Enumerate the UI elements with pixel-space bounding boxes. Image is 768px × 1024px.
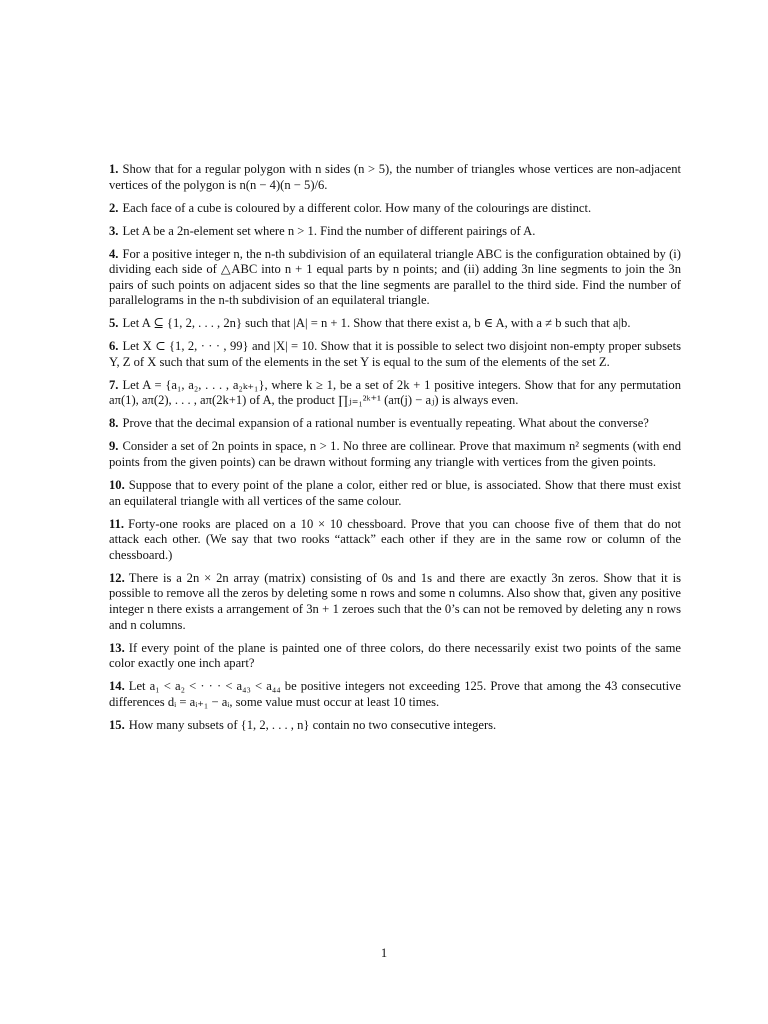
problem-number: 11. bbox=[109, 516, 125, 531]
problem-text: How many subsets of {1, 2, . . . , n} contain no two consecutive integers. bbox=[128, 717, 497, 732]
problem-text: Show that for a regular polygon with n sides (n > 5), the number of triangles whose vertices are non-adjacent vertices of the polygon is n(n − 4)(n − 5)/6. bbox=[109, 162, 681, 192]
problem-text: Let a₁ < a₂ < · · · < a₄₃ < a₄₄ be positive integers not exceeding 125. Prove that among the 43 consecutive differences dᵢ = aᵢ₊₁ − aᵢ, some value must occur at least 10 times. bbox=[109, 679, 681, 709]
problem-6 bbox=[109, 339, 681, 370]
problem-3 bbox=[109, 224, 681, 240]
problem-number: 4. bbox=[109, 246, 119, 261]
problem-8 bbox=[109, 416, 681, 432]
problem-15 bbox=[109, 718, 681, 734]
problem-number: 3. bbox=[109, 223, 119, 238]
problem-number: 7. bbox=[109, 377, 119, 392]
problem-text: There is a 2n × 2n array (matrix) consisting of 0s and 1s and there are exactly 3n zeros. Show that it is possible to remove all the zeros by deleting some n rows and some n columns. Also show that, given any positive integer n there exists a arrangement of 3n + 1 zeroes such that the 0’s can not be removed by deleting any n rows and n columns. bbox=[109, 570, 681, 632]
problem-7 bbox=[109, 378, 681, 409]
problem-number: 5. bbox=[109, 316, 119, 331]
problem-list bbox=[109, 162, 681, 741]
problem-5 bbox=[109, 316, 681, 332]
problem-number: 13. bbox=[109, 640, 125, 655]
problem-11 bbox=[109, 517, 681, 564]
problem-14 bbox=[109, 679, 681, 710]
problem-text: Suppose that to every point of the plane a color, either red or blue, is associated. Show that there must exist an equilateral triangle with all vertices of the same colour. bbox=[109, 478, 681, 508]
problem-text: Let A ⊆ {1, 2, . . . , 2n} such that |A| = n + 1. Show that there exist a, b ∈ A, with a ≠ b such that a|b. bbox=[122, 316, 631, 331]
problem-text: If every point of the plane is painted one of three colors, do there necessarily exist two points of the same color exactly one inch apart? bbox=[109, 640, 681, 671]
problem-number: 1. bbox=[109, 162, 119, 176]
problem-number: 14. bbox=[109, 679, 125, 694]
problem-4 bbox=[109, 247, 681, 309]
problem-text: Forty-one rooks are placed on a 10 × 10 chessboard. Prove that you can choose five of them that do not attack each other. (We say that two rooks “attack” each other if they are in the same row or column of the chessboard.) bbox=[109, 516, 681, 562]
problem-9 bbox=[109, 439, 681, 470]
problem-number: 2. bbox=[109, 200, 119, 215]
problem-number: 10. bbox=[109, 478, 125, 493]
problem-12 bbox=[109, 571, 681, 633]
problem-number: 6. bbox=[109, 339, 119, 354]
problem-number: 8. bbox=[109, 416, 119, 431]
problem-text: Each face of a cube is coloured by a different color. How many of the colourings are distinct. bbox=[122, 200, 592, 215]
problem-number: 9. bbox=[109, 439, 119, 454]
problem-text: Consider a set of 2n points in space, n > 1. No three are collinear. Prove that maximum n² segments (with end points from the given points) can be drawn without forming any triangle with vertices from the given points. bbox=[109, 439, 681, 470]
problem-text: Let X ⊂ {1, 2, · · · , 99} and |X| = 10. Show that it is possible to select two disjoint non-empty proper subsets Y, Z of X such that sum of the elements in the set Y is equal to the sum of the elements of the set Z. bbox=[109, 339, 681, 369]
page-number: 1 bbox=[380, 946, 388, 960]
problem-text: Let A = {a₁, a₂, . . . , a₂ₖ₊₁}, where k ≥ 1, be a set of 2k + 1 positive integers. Show that for any permutation aπ(1), aπ(2), . . . , aπ(2k+1) of A, the product ∏ⱼ₌₁²ᵏ⁺¹ (aπ(j) − aⱼ) is always even. bbox=[109, 377, 681, 408]
problem-1 bbox=[109, 162, 681, 193]
problem-number: 12. bbox=[109, 570, 125, 585]
problem-text: Let A be a 2n-element set where n > 1. Find the number of different pairings of A. bbox=[122, 223, 536, 238]
problem-text: Prove that the decimal expansion of a rational number is eventually repeating. What about the converse? bbox=[122, 416, 649, 431]
problem-13 bbox=[109, 641, 681, 672]
problem-number: 15. bbox=[109, 717, 125, 732]
problem-2 bbox=[109, 201, 681, 217]
problem-10 bbox=[109, 478, 681, 509]
problem-text: For a positive integer n, the n-th subdivision of an equilateral triangle ABC is the configuration obtained by (i) dividing each side of △ABC into n + 1 equal parts by n points; and (ii) adding 3n line segments to join the 3n pairs of such points on adjacent sides so that the line segments are parallel to the third side. Find the number of parallelograms in the n-th subdivision of an equilateral triangle. bbox=[109, 246, 681, 308]
